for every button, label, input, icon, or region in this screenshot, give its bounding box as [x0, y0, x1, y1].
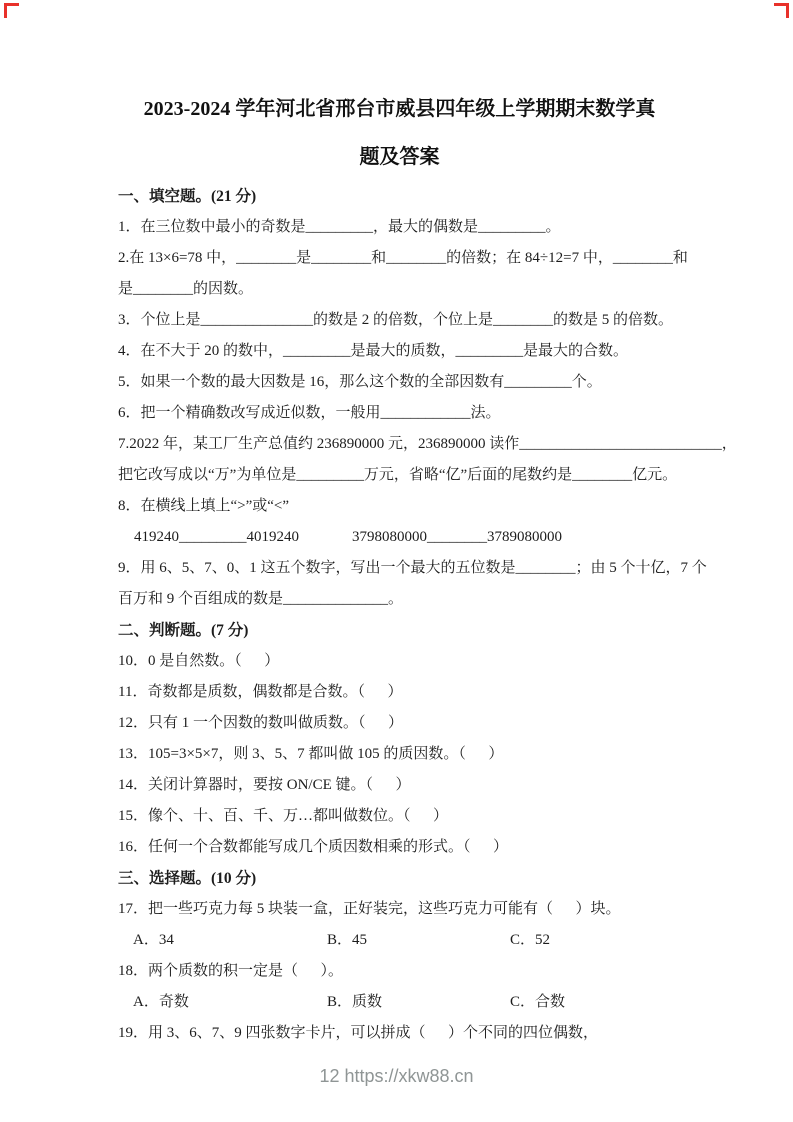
question-8: 8．在横线上填上“>”或“<”	[118, 498, 290, 514]
question-6: 6．把一个精确数改写成近似数，一般用____________法。	[118, 405, 501, 421]
page-title-line-2: 题及答案	[359, 146, 440, 168]
question-2-line-2: 是________的因数。	[118, 281, 254, 297]
page-title-line-1: 2023-2024 学年河北省邢台市威县四年级上学期期末数学真	[143, 98, 656, 120]
question-10: 10．0 是自然数。（ ）	[118, 653, 280, 669]
page-title	[118, 97, 681, 169]
question-18-option-b: B．质数	[327, 994, 383, 1010]
question-7-line-2: 把它改写成以“万”为单位是_________万元，省略“亿”后面的尾数约是________亿元。	[118, 467, 678, 483]
section-heading-fill-in: 一、填空题。(21 分)	[118, 188, 257, 205]
question-14: 14．关闭计算器时，要按 ON/CE 键。（ ）	[118, 777, 411, 793]
question-12: 12．只有 1 一个因数的数叫做质数。（ ）	[118, 715, 404, 731]
question-4: 4．在不大于 20 的数中，_________是最大的质数，_________是最大的合数。	[118, 343, 629, 359]
question-9-line-2: 百万和 9 个百组成的数是______________。	[118, 591, 404, 607]
question-5: 5．如果一个数的最大因数是 16，那么这个数的全部因数有_________个。	[118, 374, 602, 390]
question-15: 15．像个、十、百、千、万…都叫做数位。（ ）	[118, 808, 449, 824]
question-18-option-a: A．奇数	[133, 994, 189, 1010]
section-heading-multiple-choice: 三、选择题。(10 分)	[118, 870, 257, 887]
question-3: 3．个位上是_______________的数是 2 的倍数，个位上是________的数是 5 的倍数。	[118, 312, 674, 328]
question-8-comparison-row	[118, 522, 681, 553]
corner-mark-top-right-icon	[774, 3, 789, 18]
question-17: 17．把一些巧克力每 5 块装一盒，正好装完，这些巧克力可能有（ ）块。	[118, 901, 621, 917]
question-16: 16．任何一个合数都能写成几个质因数相乘的形式。（ ）	[118, 839, 509, 855]
document-content	[118, 0, 737, 1049]
question-19: 19．用 3、6、7、9 四张数字卡片，可以拼成（ ）个不同的四位偶数，	[118, 1025, 599, 1041]
question-11: 11．奇数都是质数，偶数都是合数。（ ）	[118, 684, 403, 700]
question-18: 18．两个质数的积一定是（ ）。	[118, 963, 344, 979]
question-17-option-c: C．52	[510, 932, 551, 948]
question-18-option-c: C．合数	[510, 994, 566, 1010]
question-body	[118, 181, 737, 1049]
question-8-pair-right: 3798080000________3789080000	[352, 529, 562, 545]
question-1: 1．在三位数中最小的奇数是_________，最大的偶数是_________。	[118, 219, 561, 235]
question-18-options-row	[118, 987, 681, 1018]
question-8-pair-left: 419240_________4019240	[134, 529, 299, 545]
question-9-line-1: 9．用 6、5、7、0、1 这五个数字，写出一个最大的五位数是________；由 5 个十亿，7 个	[118, 560, 707, 576]
question-17-options-row	[118, 925, 681, 956]
section-heading-true-false: 二、判断题。(7 分)	[118, 622, 249, 639]
question-7-line-1: 7.2022 年，某工厂生产总值约 236890000 元，236890000 读作___________________________，	[118, 436, 737, 452]
question-13: 13．105=3×5×7，则 3、5、7 都叫做 105 的质因数。（ ）	[118, 746, 504, 762]
page-footer-watermark: 12 https://xkw88.cn	[319, 1066, 474, 1086]
question-17-option-a: A．34	[133, 932, 174, 948]
question-2-line-1: 2.在 13×6=78 中，________是________和________的倍数；在 84÷12=7 中，________和	[118, 250, 688, 266]
question-17-option-b: B．45	[327, 932, 368, 948]
corner-mark-top-left-icon	[4, 3, 19, 18]
